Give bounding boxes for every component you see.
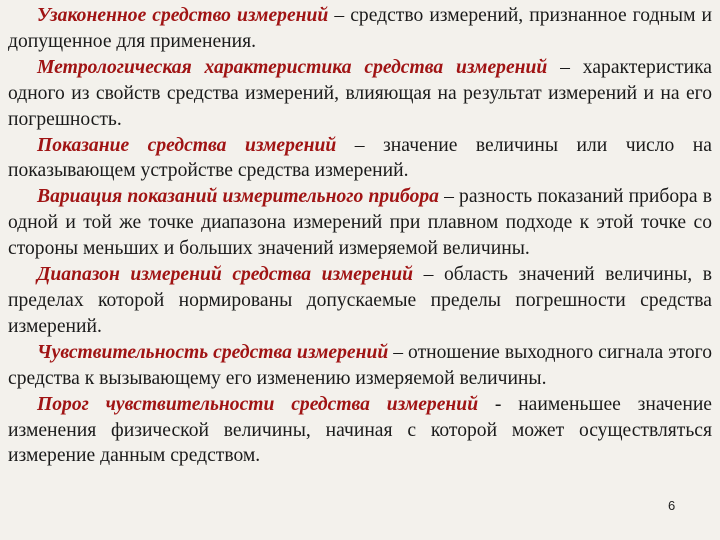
definition-text: - наименьшее значение изменения физической величины, начиная с которой может осуществляться измерение данным средством. [8, 393, 713, 467]
definitions-list [8, 3, 712, 469]
definition-term: Узаконенное средство измерений [37, 5, 329, 26]
definition-text: – средство измерений, признанное годным и допущенное для применения. [8, 5, 712, 52]
definition-paragraph [8, 392, 712, 470]
definition-text: – отношение выходного сигнала этого средства к вызывающему его изменению измеряемой величины. [8, 341, 712, 389]
definition-text: – область значений величины, в пределах которой нормированы допускаемые пределы погрешности средства измерений. [8, 264, 713, 337]
definition-term: Метрологическая характеристика средства измерений [37, 56, 548, 78]
definition-term: Диапазон измерений средства измерений [37, 264, 414, 286]
definition-paragraph [8, 184, 712, 262]
definition-paragraph [8, 340, 712, 392]
definition-term: Порог чувствительности средства измерений [37, 393, 479, 415]
definition-term: Чувствительность средства измерений [37, 341, 389, 363]
definition-paragraph [8, 133, 712, 185]
definition-paragraph [8, 55, 712, 133]
definition-text: – разность показаний прибора в одной и той же точке диапазона измерений при плавном подходе к этой точке со стороны меньших и больших значений измеряемой величины. [8, 186, 712, 260]
definition-text: – характеристика одного из свойств средства измерений, влияющая на результат измерений и на его погрешность. [8, 56, 712, 130]
definition-text: – значение величины или число на показывающем устройстве средства измерений. [8, 134, 712, 182]
definition-paragraph [8, 3, 712, 55]
definition-paragraph [8, 262, 712, 340]
definition-term: Вариация показаний измерительного прибора [37, 186, 439, 208]
page-number: 6 [668, 498, 676, 513]
definition-term: Показание средства измерений [37, 134, 337, 156]
